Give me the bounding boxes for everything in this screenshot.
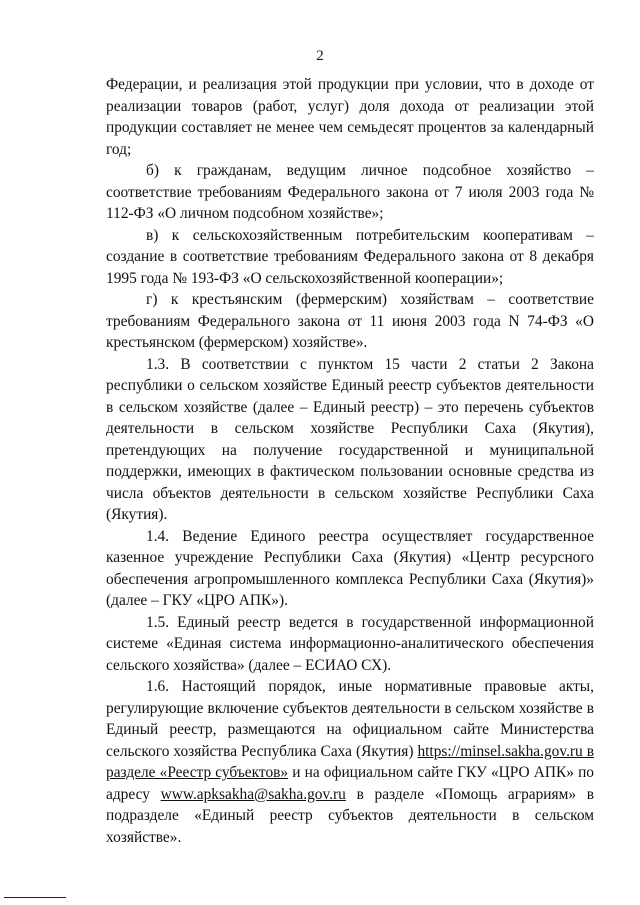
paragraph-1-3: 1.3. В соответствии с пунктом 15 части 2 статьи 2 Закона республики о сельском хозяйстве Единый реестр субъектов деятельности в сельском хозяйстве (далее – Единый реестр) – это перечень субъектов деятельности в сельском хозяйстве Республики Саха (Якутия), претендующих на получение государственной и муниципальной поддержки, имеющих в фактическом пользовании основные средства из числа объектов деятельности в сельском хозяйстве Республики Саха (Якутия). [106, 355, 594, 523]
ministry-site-link[interactable]: https://minsel.sakha.gov.ru в разделе «Реестр субъектов» [106, 742, 594, 781]
apksakha-link[interactable]: www.apksakha@sakha.gov.ru [160, 785, 346, 803]
paragraph-1-6 [106, 676, 594, 848]
paragraph-continuation: Федерации, и реализация этой продукции при условии, что в доходе от реализации товаров (работ, услуг) доля дохода от реализации этой продукции составляет не менее чем семьдесят процентов за календарный год; [106, 76, 594, 158]
paragraph-item-b: б) к гражданам, ведущим личное подсобное хозяйство – соответствие требованиям Федерального закона от 7 июля 2003 года № 112-ФЗ «О личном подсобном хозяйстве»; [106, 162, 594, 222]
footnote-divider [4, 897, 66, 898]
paragraph-1-4: 1.4. Ведение Единого реестра осуществляет государственное казенное учреждение Республики Саха (Якутия) «Центр ресурсного обеспечения агропромышленного комплекса Республики Саха (Якутия)» (далее – ГКУ «ЦРО АПК»). [106, 527, 594, 609]
page-number: 2 [316, 48, 324, 64]
paragraph-item-g: г) к крестьянским (фермерским) хозяйствам – соответствие требованиям Федерального закона от 11 июня 2003 года N 74-ФЗ «О крестьянском (фермерском) хозяйстве». [106, 291, 594, 351]
paragraph-item-v: в) к сельскохозяйственным потребительским кооперативам – создание в соответствие требованиям Федерального закона от 8 декабря 1995 года № 193-ФЗ «О сельскохозяйственной кооперации»; [106, 226, 594, 287]
paragraph-1-6-text-b: и на официальном сайте ГКУ «ЦРО АПК» по адресу [106, 764, 595, 803]
document-body [106, 74, 594, 848]
paragraph-1-6-text-c: в разделе «Помощь аграриям» в подразделе «Единый реестр субъектов деятельности в сельском хозяйстве». [106, 785, 594, 846]
paragraph-1-5: 1.5. Единый реестр ведется в государственной информационной системе «Единая система информационно-аналитического обеспечения сельского хозяйства» (далее – ЕСИАО СХ). [106, 613, 594, 674]
paragraph-1-6-text-a: 1.6. Настоящий порядок, иные нормативные правовые акты, регулирующие включение субъектов деятельности в сельском хозяйстве в Единый реестр, размещаются на официальном сайте Министерства сельского хозяйства Республика Саха (Якутия) [106, 678, 594, 760]
